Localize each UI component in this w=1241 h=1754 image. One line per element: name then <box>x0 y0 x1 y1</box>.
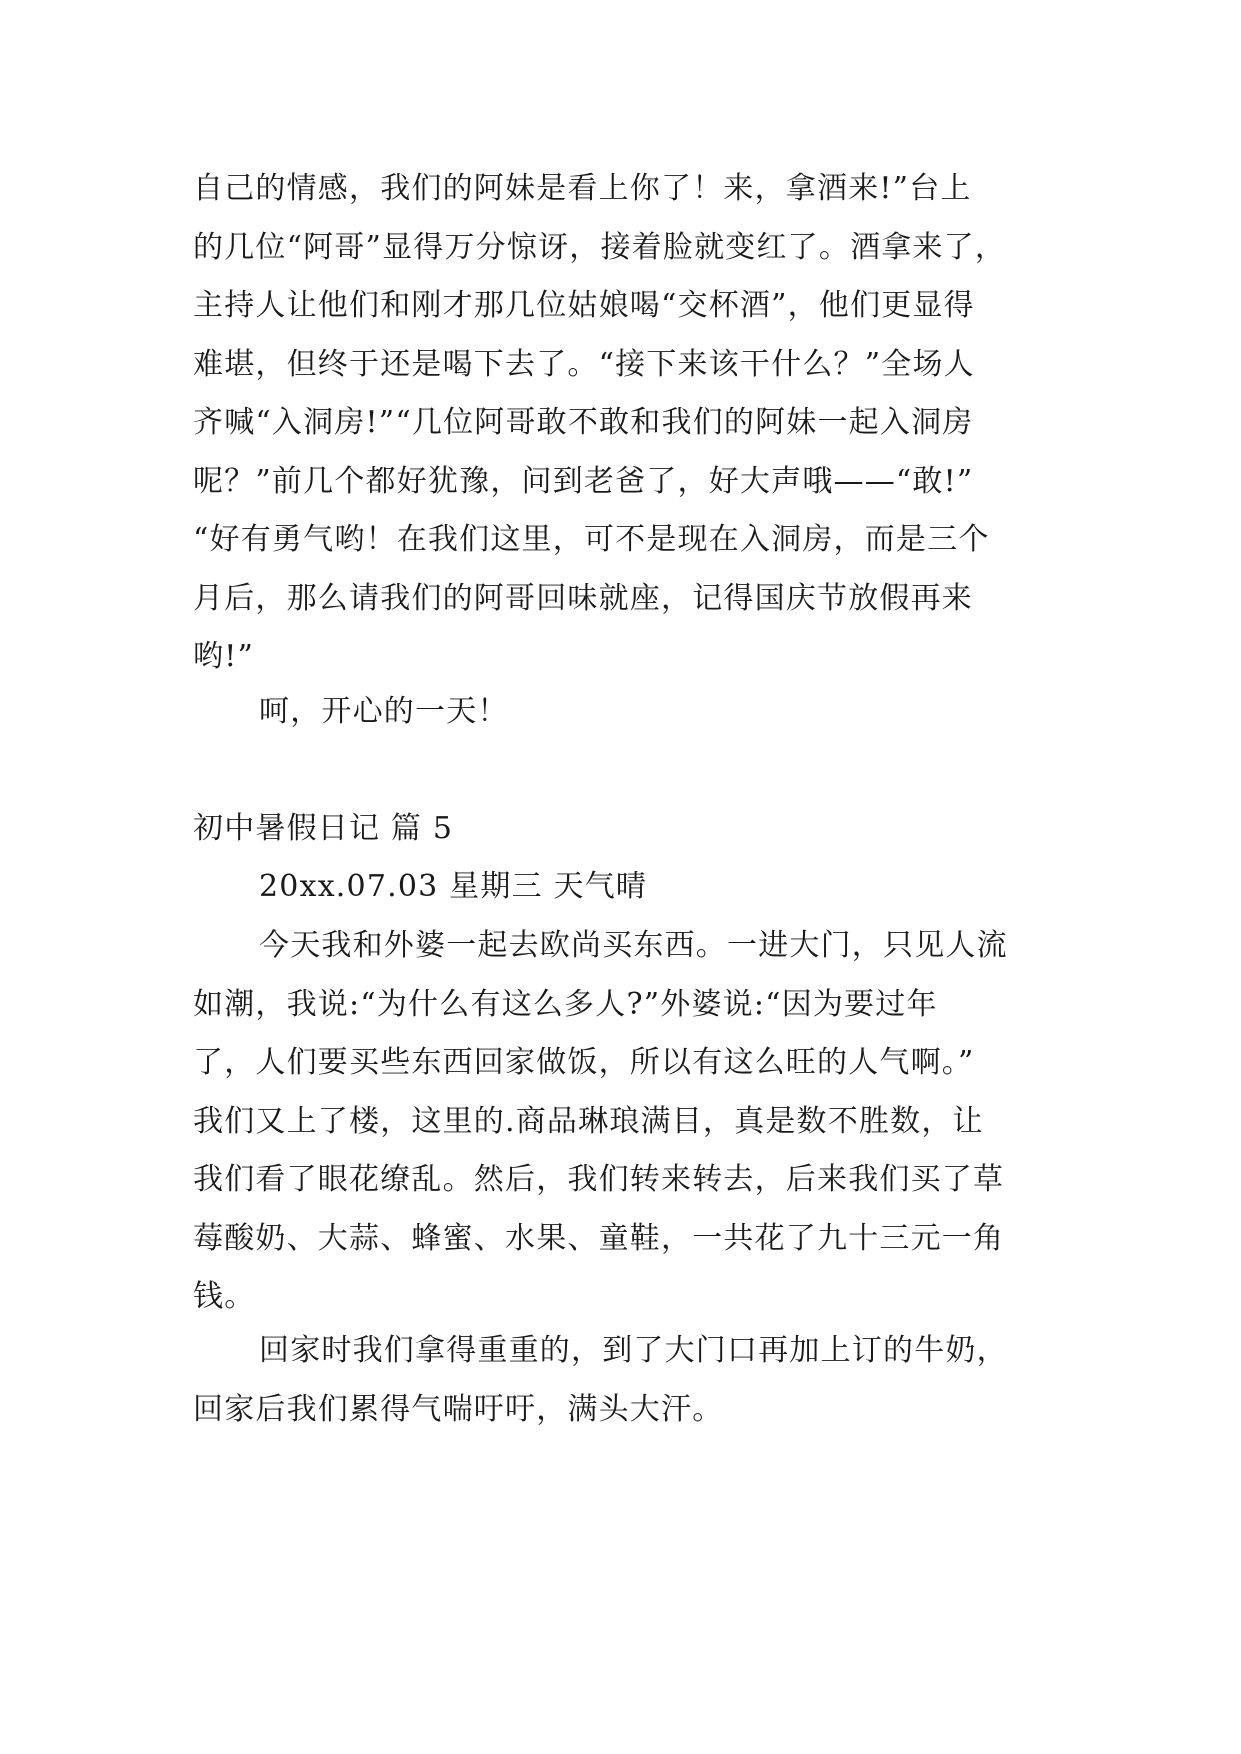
paragraph-line: 如潮，我说:“为什么有这么多人?”外婆说:“因为要过年 <box>193 986 938 1022</box>
exclamation-line: 呵，开心的一天！ <box>259 694 509 729</box>
paragraph-line: 钱。 <box>193 1279 256 1314</box>
paragraph-line: 的几位“阿哥”显得万分惊讶，接着脸就变红了。酒拿来了， <box>193 229 1007 265</box>
exclamation-paragraph <box>193 683 1063 742</box>
paragraph-line: 今天我和外婆一起去欧尚买东西。一进大门，只见人流 <box>259 928 1008 963</box>
paragraph-line: 齐喊“入洞房!”“几位阿哥敢不敢和我们的阿妹一起入洞房 <box>193 405 974 440</box>
paragraph-line: 自己的情感，我们的阿妹是看上你了！来，拿酒来!”台上 <box>193 171 972 206</box>
paragraph-line: 我们又上了楼，这里的.商品琳琅满目，真是数不胜数，让 <box>193 1103 984 1139</box>
section-heading <box>193 800 1063 859</box>
paragraph-line: 主持人让他们和刚才那几位姑娘喝“交杯酒”，他们更显得 <box>193 288 975 323</box>
section-heading-text: 初中暑假日记 篇 5 <box>193 811 454 846</box>
closing-paragraph <box>193 1322 1063 1439</box>
paragraph-line: 呢？”前几个都好犹豫，问到老爸了，好大声哦——“敢!” <box>193 463 974 499</box>
paragraph-continued <box>193 160 1063 687</box>
paragraph-line: “好有勇气哟！在我们这里，可不是现在入洞房，而是三个 <box>193 522 990 557</box>
paragraph-line: 回家时我们拿得重重的，到了大门口再加上订的牛奶， <box>259 1333 1008 1368</box>
paragraph-line: 莓酸奶、大蒜、蜂蜜、水果、童鞋，一共花了九十三元一角 <box>193 1220 1005 1256</box>
paragraph-line: 了，人们要买些东西回家做饭，所以有这么旺的人气啊。” <box>193 1045 975 1080</box>
paragraph-line: 我们看了眼花缭乱。然后，我们转来转去，后来我们买了草 <box>193 1162 1005 1197</box>
diary-paragraph <box>193 917 1063 1327</box>
paragraph-line: 月后，那么请我们的阿哥回味就座，记得国庆节放假再来 <box>193 580 973 616</box>
paragraph-line: 哟!” <box>193 639 254 674</box>
paragraph-line: 难堪，但终于还是喝下去了。“接下来该干什么？”全场人 <box>193 346 975 382</box>
date-line <box>193 858 1063 917</box>
paragraph-line: 回家后我们累得气喘吁吁，满头大汗。 <box>193 1391 724 1427</box>
date-line-text: 20xx.07.03 星期三 天气晴 <box>259 869 648 904</box>
